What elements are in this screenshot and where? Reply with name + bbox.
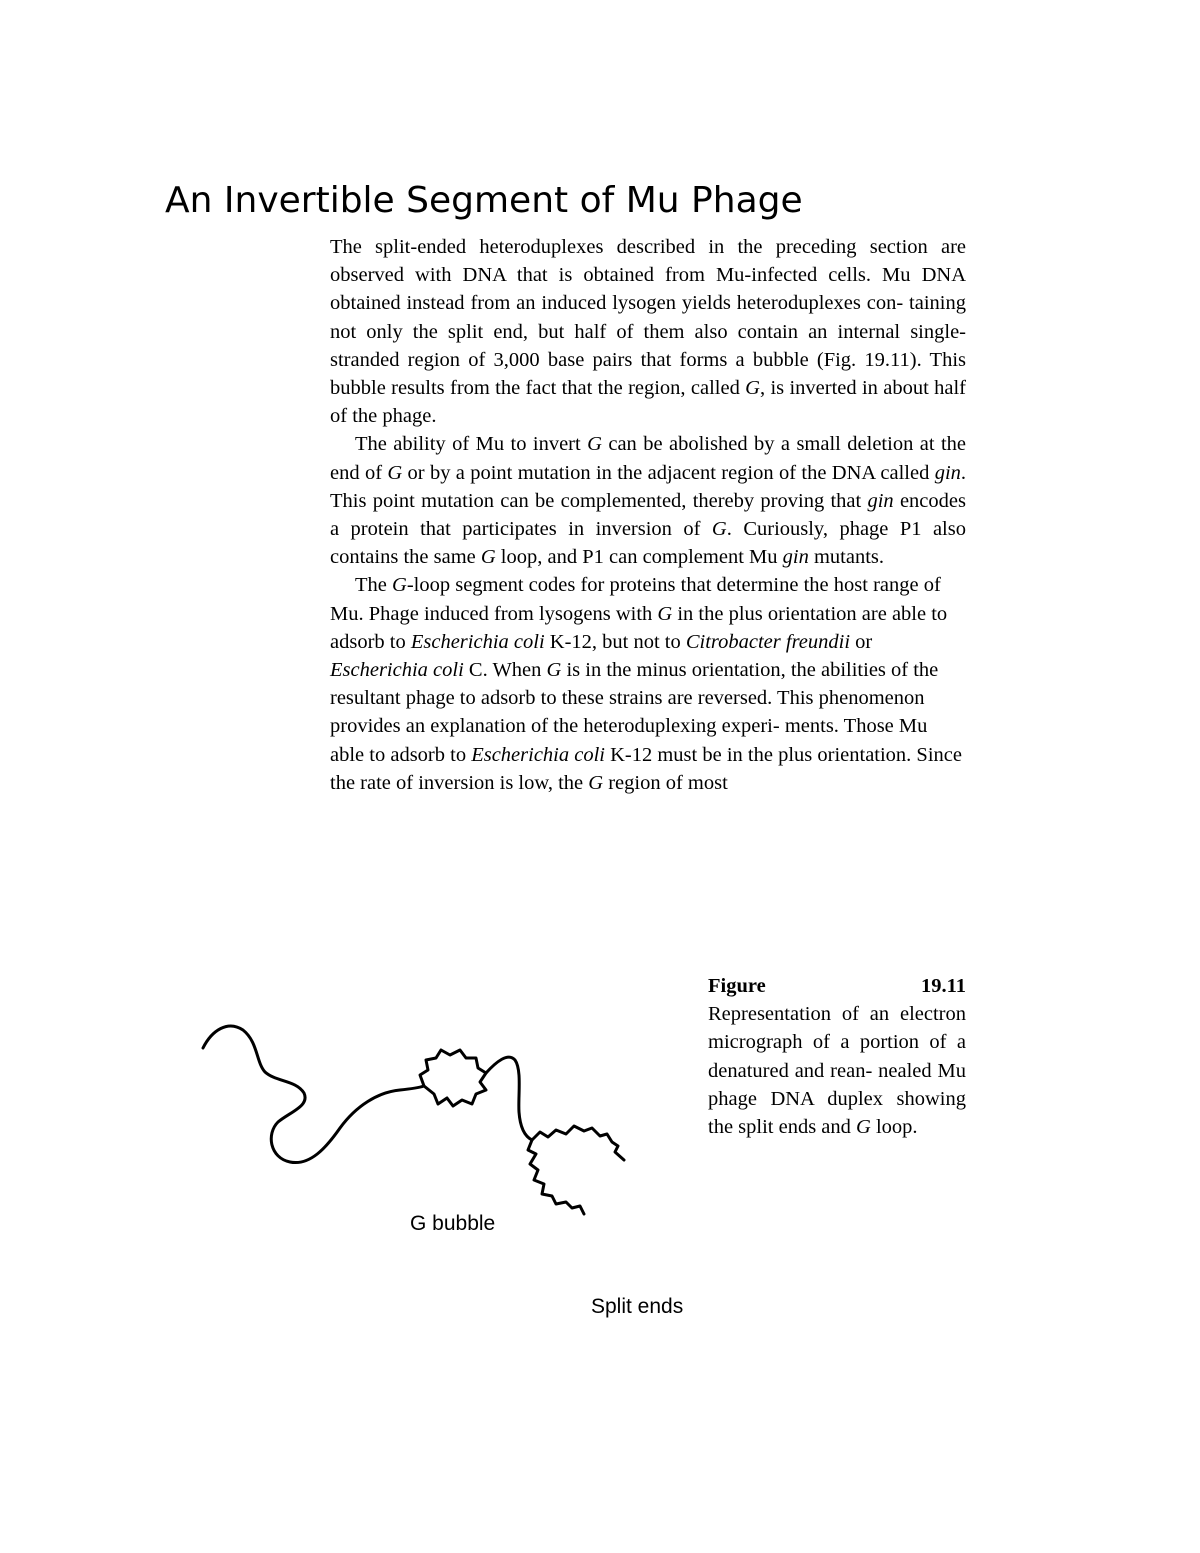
- text-run: K-12 must be in the plus orientation. Since the rate of inversion is low, the: [330, 743, 962, 794]
- italic-term: G: [587, 433, 602, 456]
- split-end-lower: [528, 1140, 584, 1214]
- caption-text: [708, 1003, 966, 1138]
- italic-term: G: [657, 602, 673, 625]
- page-title: An Invertible Segment of Mu Phage: [165, 180, 803, 221]
- paragraph: [330, 571, 966, 797]
- paragraph: [330, 430, 966, 571]
- text-run: -loop segment codes for proteins that determine the host range of Mu. Phage induced from lysogens with: [330, 574, 941, 625]
- italic-term: Escherichia coli: [471, 743, 605, 766]
- italic-term: G: [480, 546, 496, 569]
- text-run: The: [355, 574, 392, 597]
- text-run: . This point mutation can be complemented, thereby proving that: [330, 461, 967, 512]
- paragraph: [330, 233, 966, 430]
- g-bubble-loop: [420, 1050, 486, 1106]
- split-ends-label: Split ends: [591, 1295, 684, 1318]
- text-run: Representation of an electron micrograph of a portion of a denatured and rean- nealed Mu phage DNA duplex showing the split ends and: [708, 1003, 966, 1139]
- italic-term: G: [546, 659, 562, 682]
- italic-term: G: [588, 771, 604, 794]
- text-run: is in the minus orientation, the abilities of the resultant phage to adsorb to these strains are reversed. This phenomenon provides an explanation of the heteroduplexing experi- ments. Those Mu able to adsorb to: [330, 659, 939, 766]
- text-run: in the plus orientation are able to adsorb to: [330, 602, 948, 653]
- italic-term: G: [745, 377, 760, 400]
- italic-term: gin: [867, 489, 894, 512]
- text-run: loop.: [870, 1116, 918, 1139]
- text-run: mutants.: [808, 546, 884, 569]
- text-run: can be abolished by a small deletion at the end of: [330, 433, 967, 484]
- body-text: [330, 233, 966, 797]
- italic-term: gin: [782, 546, 809, 569]
- text-run: C. When: [463, 659, 547, 682]
- text-run: or by a point mutation in the adjacent region of the DNA called: [402, 461, 935, 484]
- text-run: The ability of Mu to invert: [355, 433, 588, 456]
- italic-term: G: [387, 461, 403, 484]
- italic-term: Escherichia coli: [330, 659, 464, 682]
- split-end-upper: [532, 1126, 624, 1160]
- italic-term: gin: [934, 461, 961, 484]
- figure-number: Figure 19.11: [708, 975, 966, 997]
- g-bubble-label: G bubble: [410, 1212, 496, 1235]
- italic-term: G: [392, 574, 407, 597]
- dna-micrograph-drawing: [195, 1015, 640, 1225]
- text-run: , is inverted in about half of the phage.: [330, 377, 966, 428]
- italic-term: G: [711, 518, 727, 541]
- duplex-strand: [203, 1026, 424, 1163]
- figure-caption: [708, 972, 966, 1141]
- text-run: or: [850, 630, 873, 653]
- text-run: region of most: [603, 771, 728, 794]
- italic-term: Citrobacter freundii: [685, 630, 851, 653]
- text-run: loop, and P1 can complement Mu: [495, 546, 783, 569]
- text-run: encodes a protein that participates in inversion of: [330, 489, 966, 541]
- text-run: . Curiously, phage P1 also contains the same: [330, 518, 966, 569]
- italic-term: G: [856, 1116, 871, 1139]
- text-run: The split-ended heteroduplexes described in the preceding section are observed with DNA that is obtained from Mu-infected cells. Mu DNA obtained instead from an induced lysogen yields heteroduplexes con- taining not only the split end, but half of them also contain an internal single-stranded region of 3,000 base pairs that forms a bubble (Fig. 19.11). This bubble results from the fact that the region, called: [330, 236, 966, 400]
- duplex-strand-right: [486, 1057, 532, 1140]
- text-run: K-12, but not to: [544, 630, 686, 653]
- italic-term: Escherichia coli: [410, 630, 545, 653]
